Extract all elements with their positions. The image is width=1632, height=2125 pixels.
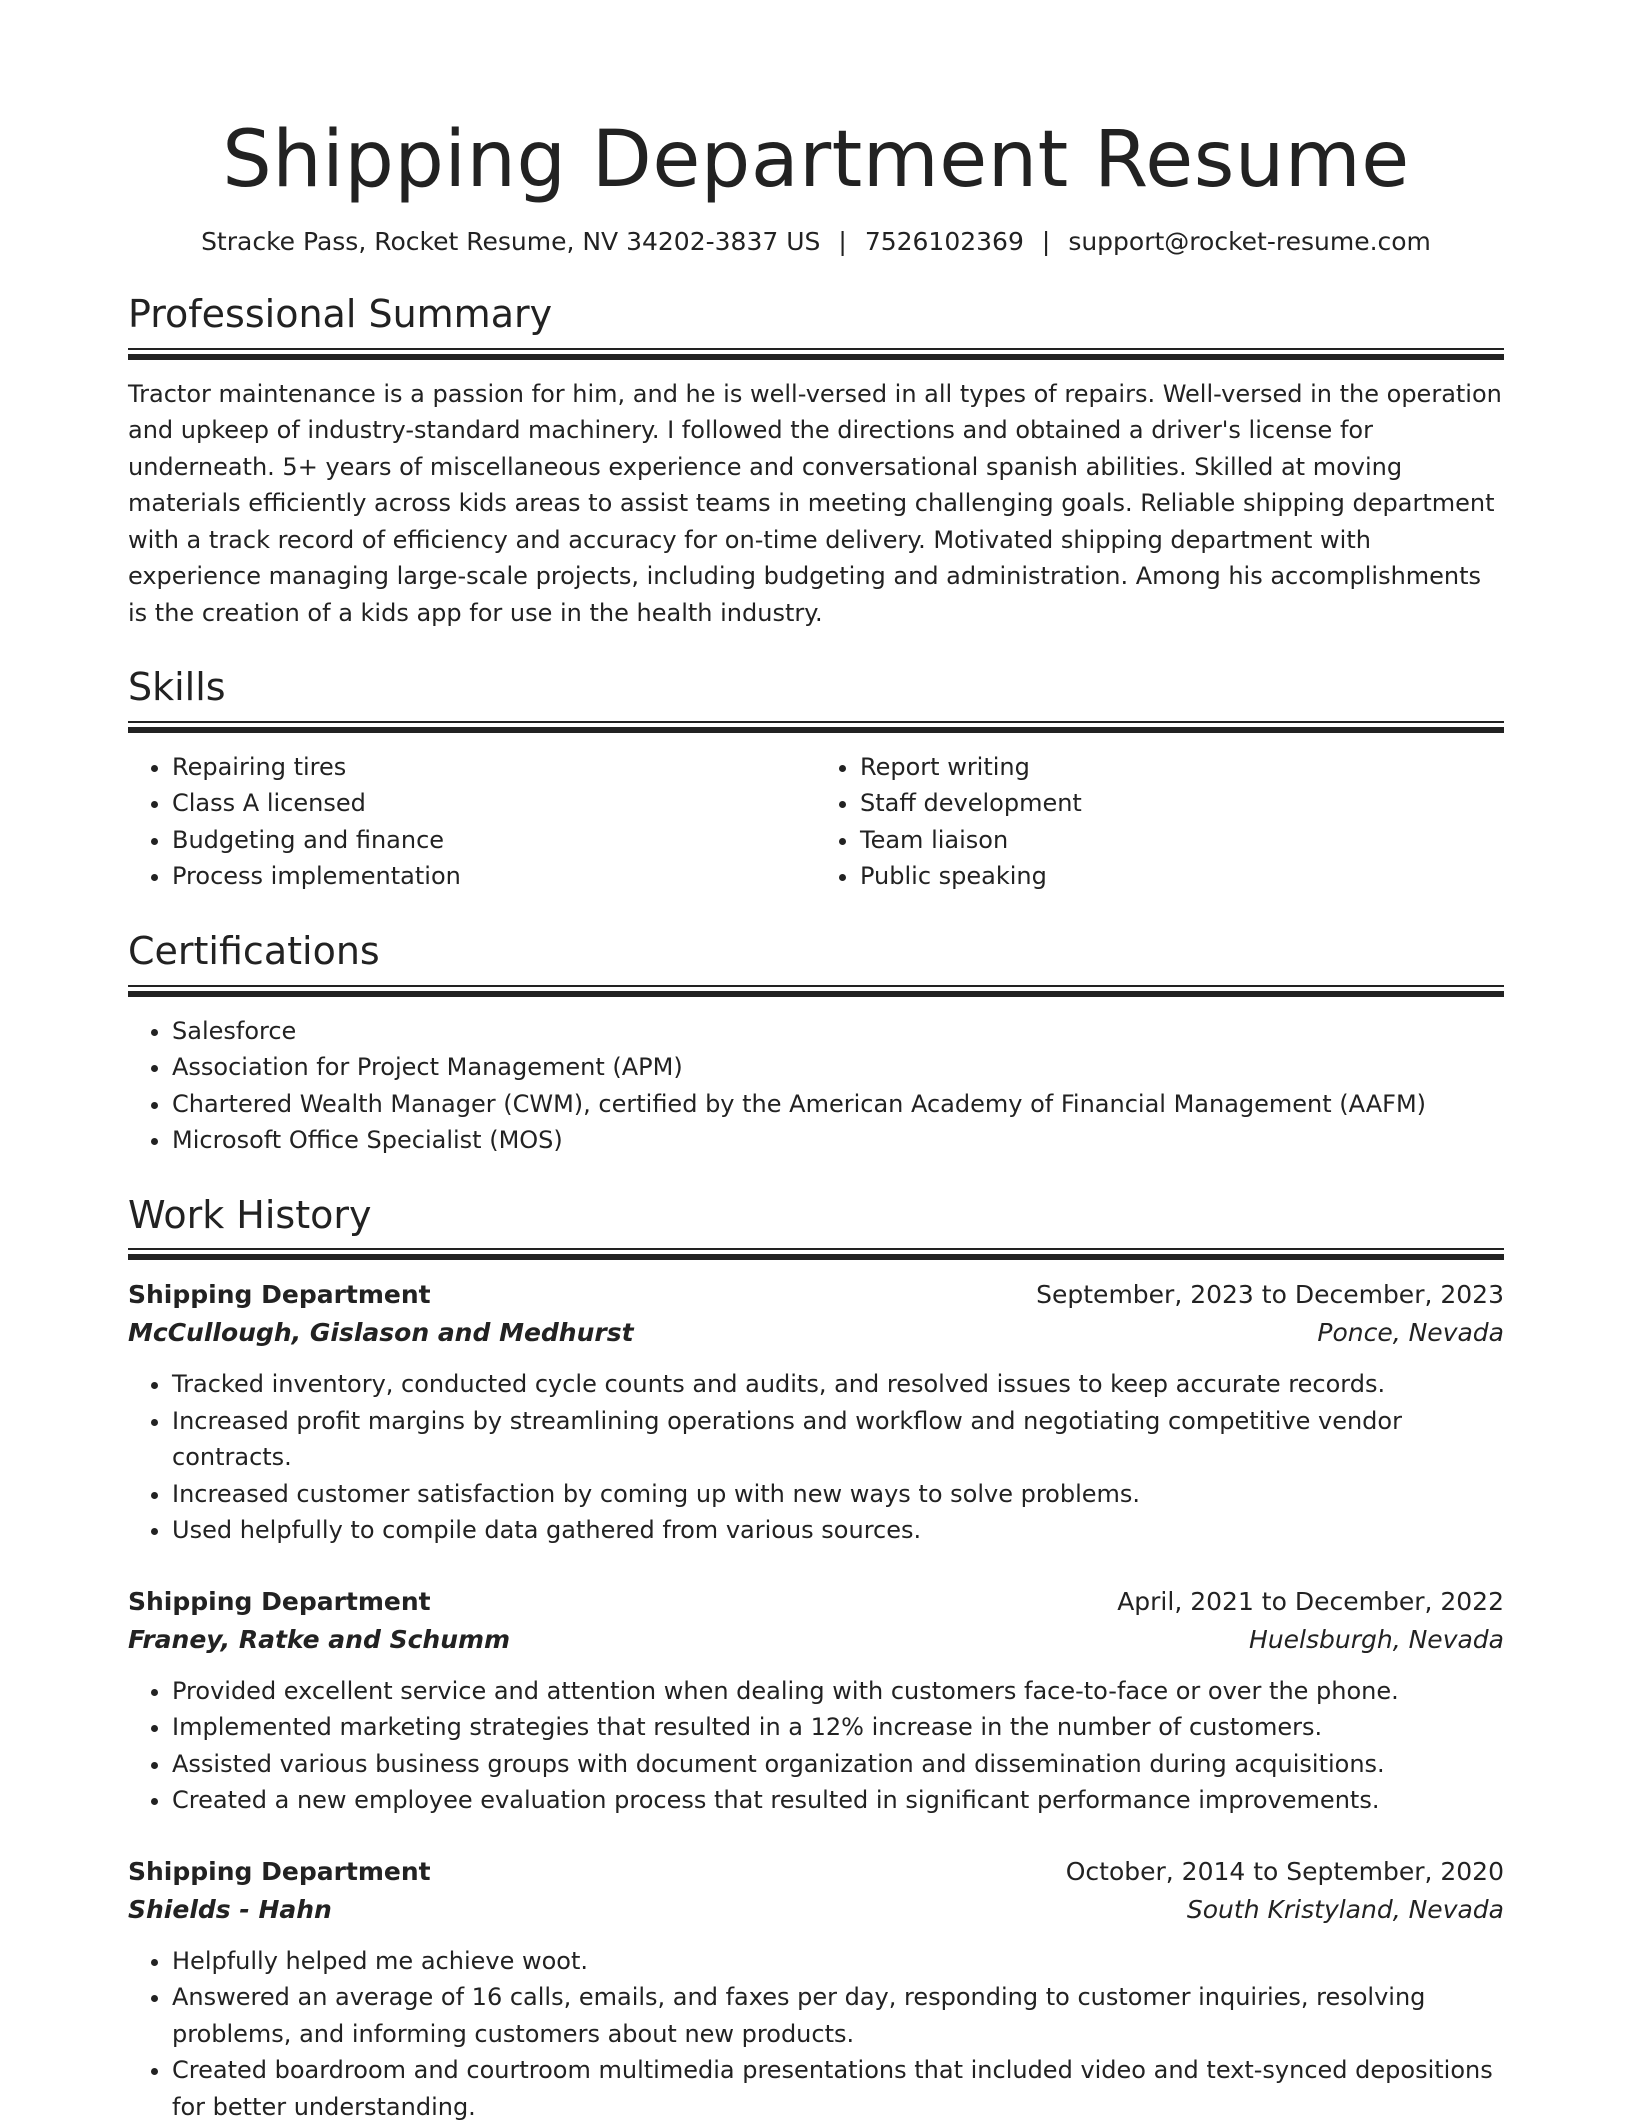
certifications-list: [128, 1013, 1504, 1159]
job-bullet: • Tracked inventory, conducted cycle counts and audits, and resolved issues to keep accurate records.: [172, 1366, 1504, 1403]
job-bullet: • Increased customer satisfaction by coming up with new ways to solve problems.: [172, 1476, 1504, 1513]
skill-item: • Staff development: [860, 785, 1504, 822]
resume-title: Shipping Department Resume: [222, 115, 1410, 205]
skill-item: • Team liaison: [860, 822, 1504, 859]
skills-grid: [128, 749, 1504, 895]
certification-item: • Chartered Wealth Manager (CWM), certified by the American Academy of Financial Management (AAFM): [172, 1086, 1504, 1123]
job-dates: September, 2023 to December, 2023: [1036, 1280, 1504, 1310]
skills-list-right: [816, 749, 1504, 895]
skill-item: • Class A licensed: [172, 785, 816, 822]
job-bullets: [128, 1943, 1504, 2125]
certifications-section: [128, 929, 1504, 1159]
job-title: Shipping Department: [128, 1280, 431, 1310]
job-company: Franey, Ratke and Schumm: [128, 1624, 511, 1654]
certification-item: • Microsoft Office Specialist (MOS): [172, 1122, 1504, 1159]
contact-phone: 7526102369: [864, 226, 1024, 256]
job-dates: April, 2021 to December, 2022: [1117, 1586, 1504, 1616]
contact-line: [128, 226, 1504, 259]
job-bullet: • Increased profit margins by streamlining operations and workflow and negotiating competitive vendor contracts.: [172, 1403, 1504, 1476]
job-bullet: • Created a new employee evaluation process that resulted in significant performance improvements.: [172, 1782, 1504, 1819]
work-history-section: [128, 1193, 1504, 2125]
job-location: South Kristyland, Nevada: [1186, 1894, 1504, 1924]
contact-separator: |: [1041, 226, 1051, 256]
job-entry: [128, 1276, 1504, 1549]
job-company: Shields - Hahn: [128, 1894, 332, 1924]
job-title: Shipping Department: [128, 1586, 431, 1616]
job-bullet: • Used helpfully to compile data gathered from various sources.: [172, 1512, 1504, 1549]
job-bullet: • Created boardroom and courtroom multimedia presentations that included video and text-synced depositions for better understanding.: [172, 2052, 1504, 2125]
section-title: Skills: [128, 665, 226, 710]
certification-item: • Association for Project Management (APM): [172, 1049, 1504, 1086]
job-bullets: [128, 1673, 1504, 1819]
section-divider: [128, 348, 1504, 360]
job-bullet: • Provided excellent service and attention when dealing with customers face-to-face or over the phone.: [172, 1673, 1504, 1710]
job-title: Shipping Department: [128, 1856, 431, 1886]
job-bullet: • Answered an average of 16 calls, emails, and faxes per day, responding to customer inquiries, resolving problems, and informing customers about new products.: [172, 1979, 1504, 2052]
job-entry: [128, 1853, 1504, 2125]
job-location: Ponce, Nevada: [1317, 1318, 1504, 1348]
job-header-row: [128, 1276, 1504, 1314]
section-divider: [128, 985, 1504, 997]
job-company-row: [128, 1891, 1504, 1929]
job-bullets: [128, 1366, 1504, 1549]
skill-item: • Budgeting and finance: [172, 822, 816, 859]
certification-item: • Salesforce: [172, 1013, 1504, 1050]
job-bullet: • Helpfully helped me achieve woot.: [172, 1943, 1504, 1980]
section-divider: [128, 1248, 1504, 1260]
job-bullet: • Assisted various business groups with document organization and dissemination during acquisitions.: [172, 1746, 1504, 1783]
skill-item: • Repairing tires: [172, 749, 816, 786]
section-divider: [128, 721, 1504, 733]
contact-address: Stracke Pass, Rocket Resume, NV 34202-3837 US: [201, 226, 821, 256]
section-title: Professional Summary: [128, 292, 553, 337]
contact-separator: |: [838, 226, 847, 256]
job-company-row: [128, 1621, 1504, 1659]
job-dates: October, 2014 to September, 2020: [1065, 1856, 1504, 1886]
skill-item: • Report writing: [860, 749, 1504, 786]
summary-section: [128, 292, 1504, 631]
job-header-row: [128, 1583, 1504, 1621]
skills-list-left: [128, 749, 816, 895]
job-header-row: [128, 1853, 1504, 1891]
skill-item: • Public speaking: [860, 858, 1504, 895]
job-company: McCullough, Gislason and Medhurst: [128, 1318, 634, 1348]
contact-email: support@rocket-resume.com: [1068, 226, 1431, 256]
section-title: Work History: [128, 1192, 372, 1237]
job-location: Huelsburgh, Nevada: [1249, 1624, 1504, 1654]
job-company-row: [128, 1314, 1504, 1352]
summary-text: Tractor maintenance is a passion for him, and he is well-versed in all types of repairs. Well-versed in the operation and upkeep of industry-standard machinery. I followed the directions and obtained a driver's license for underneath. 5+ years of miscellaneous experience and conversational spanish abilities. Skilled at moving materials efficiently across kids areas to assist teams in meeting challenging goals. Reliable shipping department with a track record of efficiency and accuracy for on-time delivery. Motivated shipping department with experience managing large-scale projects, including budgeting and administration. Among his accomplishments is the creation of a kids app for use in the health industry.: [128, 379, 1502, 627]
section-title: Certifications: [128, 928, 380, 973]
job-entry: [128, 1583, 1504, 1819]
skill-item: • Process implementation: [172, 858, 816, 895]
job-bullet: • Implemented marketing strategies that resulted in a 12% increase in the number of customers.: [172, 1709, 1504, 1746]
skills-section: [128, 665, 1504, 895]
